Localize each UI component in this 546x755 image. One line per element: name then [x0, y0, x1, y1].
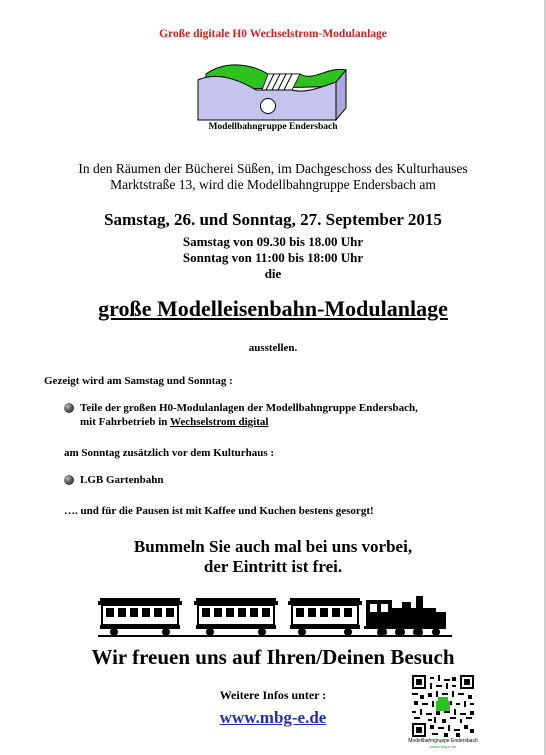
wechselstrom-link[interactable]: Wechselstrom digital: [169, 416, 269, 428]
event-dates: Samstag, 26. und Sonntag, 27. September 2015: [104, 210, 442, 229]
welcome-text: Wir freuen uns auf Ihren/Deinen Besuch: [91, 645, 455, 669]
shown-heading: Gezeigt wird am Samstag und Sonntag :: [44, 375, 233, 387]
train-illustration: [98, 592, 452, 640]
bullet-item-line-2: [80, 415, 418, 429]
qr-caption: Modellbahngruppe Endersbach: [408, 738, 478, 744]
website-link[interactable]: www.mbg-e.de: [219, 708, 327, 727]
bullet-item-line-1: Teile der großen H0-Modulanlagen der Modellbahngruppe Endersbach,: [80, 402, 418, 414]
saturday-hours: Samstag von 09.30 bis 18.00 Uhr: [182, 234, 364, 249]
ausstellen-text: ausstellen.: [248, 342, 298, 354]
bullet-item-modules: [80, 401, 418, 429]
bullet-icon: [64, 403, 74, 413]
flyer-title: Große digitale H0 Wechselstrom-Modulanlage: [159, 28, 387, 40]
invite-line-1: Bummeln Sie auch mal bei uns vorbei,: [133, 537, 413, 556]
bullet-icon: [64, 475, 74, 485]
intro-line-1: In den Räumen der Bücherei Süßen, im Dachgeschoss des Kulturhauses: [78, 161, 468, 176]
sunday-extra-heading: am Sonntag zusätzlich vor dem Kulturhaus :: [64, 447, 275, 459]
club-logo-image: [196, 56, 350, 122]
die-text: die: [264, 266, 282, 281]
main-headline: große Modelleisenbahn-Modulanlage: [98, 296, 448, 321]
intro-text: [0, 161, 546, 193]
pausen-text: …. und für die Pausen ist mit Kaffee und Kuchen bestens gesorgt!: [64, 505, 374, 517]
invite-line-2: der Eintritt ist frei.: [203, 557, 343, 576]
bullet-item-lgb: LGB Gartenbahn: [80, 474, 164, 486]
invite-text: [0, 537, 546, 577]
qr-code-image: [412, 675, 474, 737]
sunday-hours: Sonntag von 11:00 bis 18:00 Uhr: [182, 250, 364, 265]
logo-caption: Modellbahngruppe Endersbach: [208, 122, 338, 132]
more-info-label: Weitere Infos unter :: [219, 688, 327, 702]
intro-line-2: Marktstraße 13, wird die Modellbahngruppe Endersbach am: [110, 177, 436, 192]
qr-subcaption: www.mbg-e.de: [429, 744, 457, 749]
opening-times: [0, 234, 546, 282]
bullet-item-prefix: mit Fahrbetrieb in: [80, 416, 170, 428]
